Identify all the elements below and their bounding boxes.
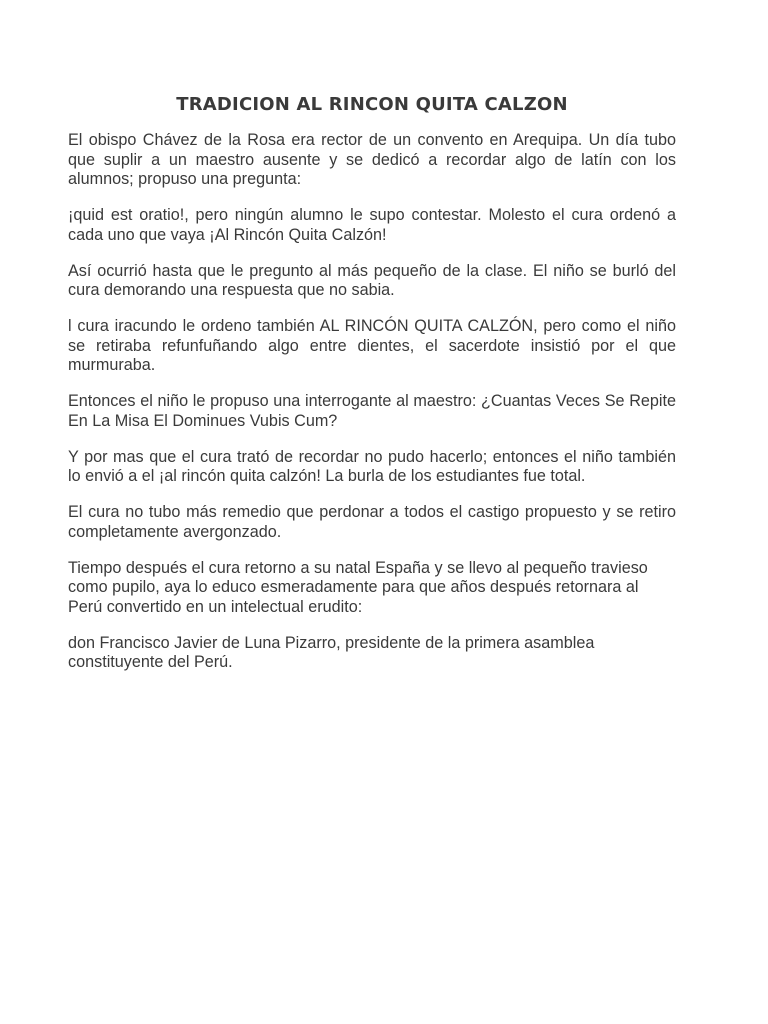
- paragraph-6: Y por mas que el cura trató de recordar no pudo hacerlo; entonces el niño también lo envió a el ¡al rincón quita calzón! La burla de los estudiantes fue total.: [68, 447, 676, 485]
- paragraph-8: Tiempo después el cura retorno a su natal España y se llevo al pequeño travieso como pupilo, aya lo educo esmeradamente para que años después retornara al Perú convertido en un intelectual erudito:: [68, 558, 648, 616]
- paragraph-9: don Francisco Javier de Luna Pizarro, presidente de la primera asamblea constituyente del Perú.: [68, 633, 595, 671]
- paragraph-4: l cura iracundo le ordeno también AL RINCÓN QUITA CALZÓN, pero como el niño se retiraba refunfuñando algo entre dientes, el sacerdote insistió por el que murmuraba.: [68, 317, 676, 374]
- paragraph-5: Entonces el niño le propuso una interrogante al maestro: ¿Cuantas Veces Se Repite En La Misa El Dominues Vubis Cum?: [68, 392, 676, 430]
- paragraph-1: El obispo Chávez de la Rosa era rector de un convento en Arequipa. Un día tubo que suplir a un maestro ausente y se dedicó a recordar algo de latín con los alumnos; propuso una pregunta:: [68, 131, 676, 188]
- document-title: TRADICION AL RINCON QUITA CALZON: [176, 94, 568, 115]
- paragraph-7: El cura no tubo más remedio que perdonar a todos el castigo propuesto y se retiro completamente avergonzado.: [68, 503, 676, 541]
- paragraph-2: ¡quid est oratio!, pero ningún alumno le supo contestar. Molesto el cura ordenó a cada uno que vaya ¡Al Rincón Quita Calzón!: [68, 206, 676, 244]
- document-body: [68, 131, 676, 689]
- paragraph-3: Así ocurrió hasta que le pregunto al más pequeño de la clase. El niño se burló del cura demorando una respuesta que no sabia.: [68, 261, 676, 299]
